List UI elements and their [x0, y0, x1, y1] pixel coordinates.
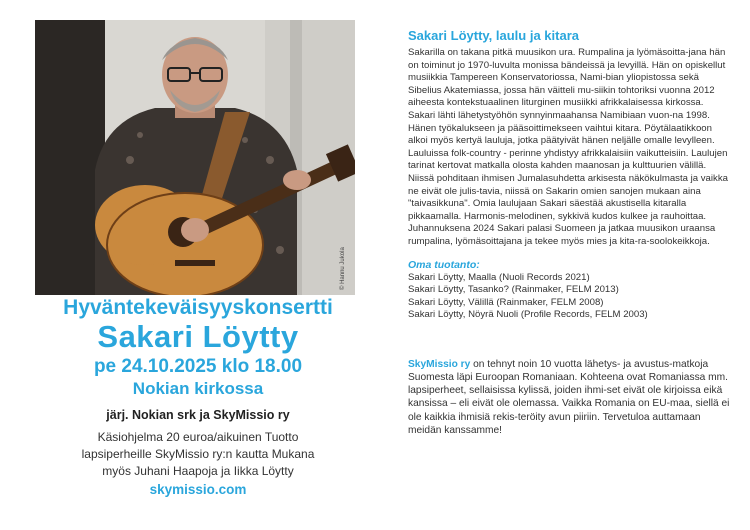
event-subtitle: Hyväntekeväisyyskonsertti	[63, 296, 333, 319]
event-date: pe 24.10.2025 klo 18.00	[93, 356, 303, 377]
info-line-2: lapsiperheille SkyMissio ry:n kautta Mukana	[81, 447, 315, 461]
production-item: Sakari Löytty, Tasanko? (Rainmaker, FELM 2013)	[408, 284, 619, 296]
artist-name: Sakari Löytty	[97, 319, 299, 354]
event-info	[28, 296, 368, 497]
event-organizer: järj. Nokian srk ja SkyMissio ry	[106, 408, 290, 422]
skymissio-brand: SkyMissio ry	[408, 358, 471, 370]
production-title: Oma tuotanto:	[408, 258, 480, 271]
website-link[interactable]: skymissio.com	[149, 482, 247, 497]
bio-paragraph-1: Sakarilla on takana pitkä muusikon ura. Rumpalina ja lyömäsoitta-jana hän on toiminut jo 1970-luvulta monissa bändeissä ja levyillä. Hän on opiskellut musiikkia Tampereen Konservatoriossa, Nami-bian yliopistossa sekä Sibelius Akatemiassa, jossa hän väitteli mu-siikin tohtoriksi vuonna 2012 aiheesta kontekstuaalinen liturginen musiikki afrikkalaisessa kirkossa.	[408, 47, 726, 109]
production-list	[408, 272, 730, 322]
bio-title: Sakari Löytty, laulu ja kitara	[408, 28, 579, 43]
production-item: Sakari Löytty, Nöyrä Nuoli (Profile Records, FELM 2003)	[408, 309, 648, 321]
production-item: Sakari Löytty, Maalla (Nuoli Records 2021)	[408, 271, 590, 283]
info-line-3: myös Juhani Haapoja ja Iikka Löytty	[102, 464, 294, 478]
info-line-1: Käsiohjelma 20 euroa/aikuinen Tuotto	[97, 430, 299, 444]
bio-column	[408, 28, 730, 437]
photo-credit: © Hannu Jukola	[340, 247, 346, 290]
event-venue: Nokian kirkossa	[132, 379, 264, 398]
production-item: Sakari Löytty, Välillä (Rainmaker, FELM 2008)	[408, 296, 604, 308]
bio-paragraph-2: Sakari lähti lähetystyöhön synnyinmaahansa Namibiaan vuon-na 1998. Hänen työkalukseen ja pääsoittimekseen vaihtui kitara. Pöytälaatikkoon alkoi myös kertyä lauluja, jotka päätyivät hänen neljälle omalle levylleen. Lauluissa folk-country - perinne yhdistyy afrikkalaisiin vaikutteisiin. Laulujen tarinat kertovat matkalla olosta kahden maanosan ja kulttuurien välillä. Niissä pohditaan ihmisen Jumalasuhdetta arkisesta näkökulmasta ja vaikka ne eivät ole julis-tavia, niissä on Sakarin omien sanojen mukaan aina "taivasikkuna". Omia laulujaan Sakari säestää akustisella kitaralla pikkaamalla. Harmonis-melodinen, sykkivä kudos kulkee ja rauhoittaa. Juhannuksena 2024 Sakari palasi Suomeen ja jatkaa muusikon uraansa rumpalina, lyömäsoittajana ja tekee myös mies ja kita-ra-soolokeikkoja.	[408, 109, 728, 247]
guitarist-photo	[35, 20, 355, 295]
skymissio-paragraph	[408, 358, 730, 437]
skymissio-text: on tehnyt noin 10 vuotta lähetys- ja avustus-matkoja Suomesta läpi Euroopan Romaniaan. Kohteena ovat Romaniassa mm. lapsiperheet, sellaisissa kylissä, joiden ihmi-set eivät ole kirjoissa eikä kansissa – eli eivät ole olemassa. Vaikka Romania on EU-maa, siellä ei ole kaikkia ihmisiä rekis-teröity avun piiriin. Tervetuloa auttamaan meidän kanssamme!	[408, 358, 730, 436]
